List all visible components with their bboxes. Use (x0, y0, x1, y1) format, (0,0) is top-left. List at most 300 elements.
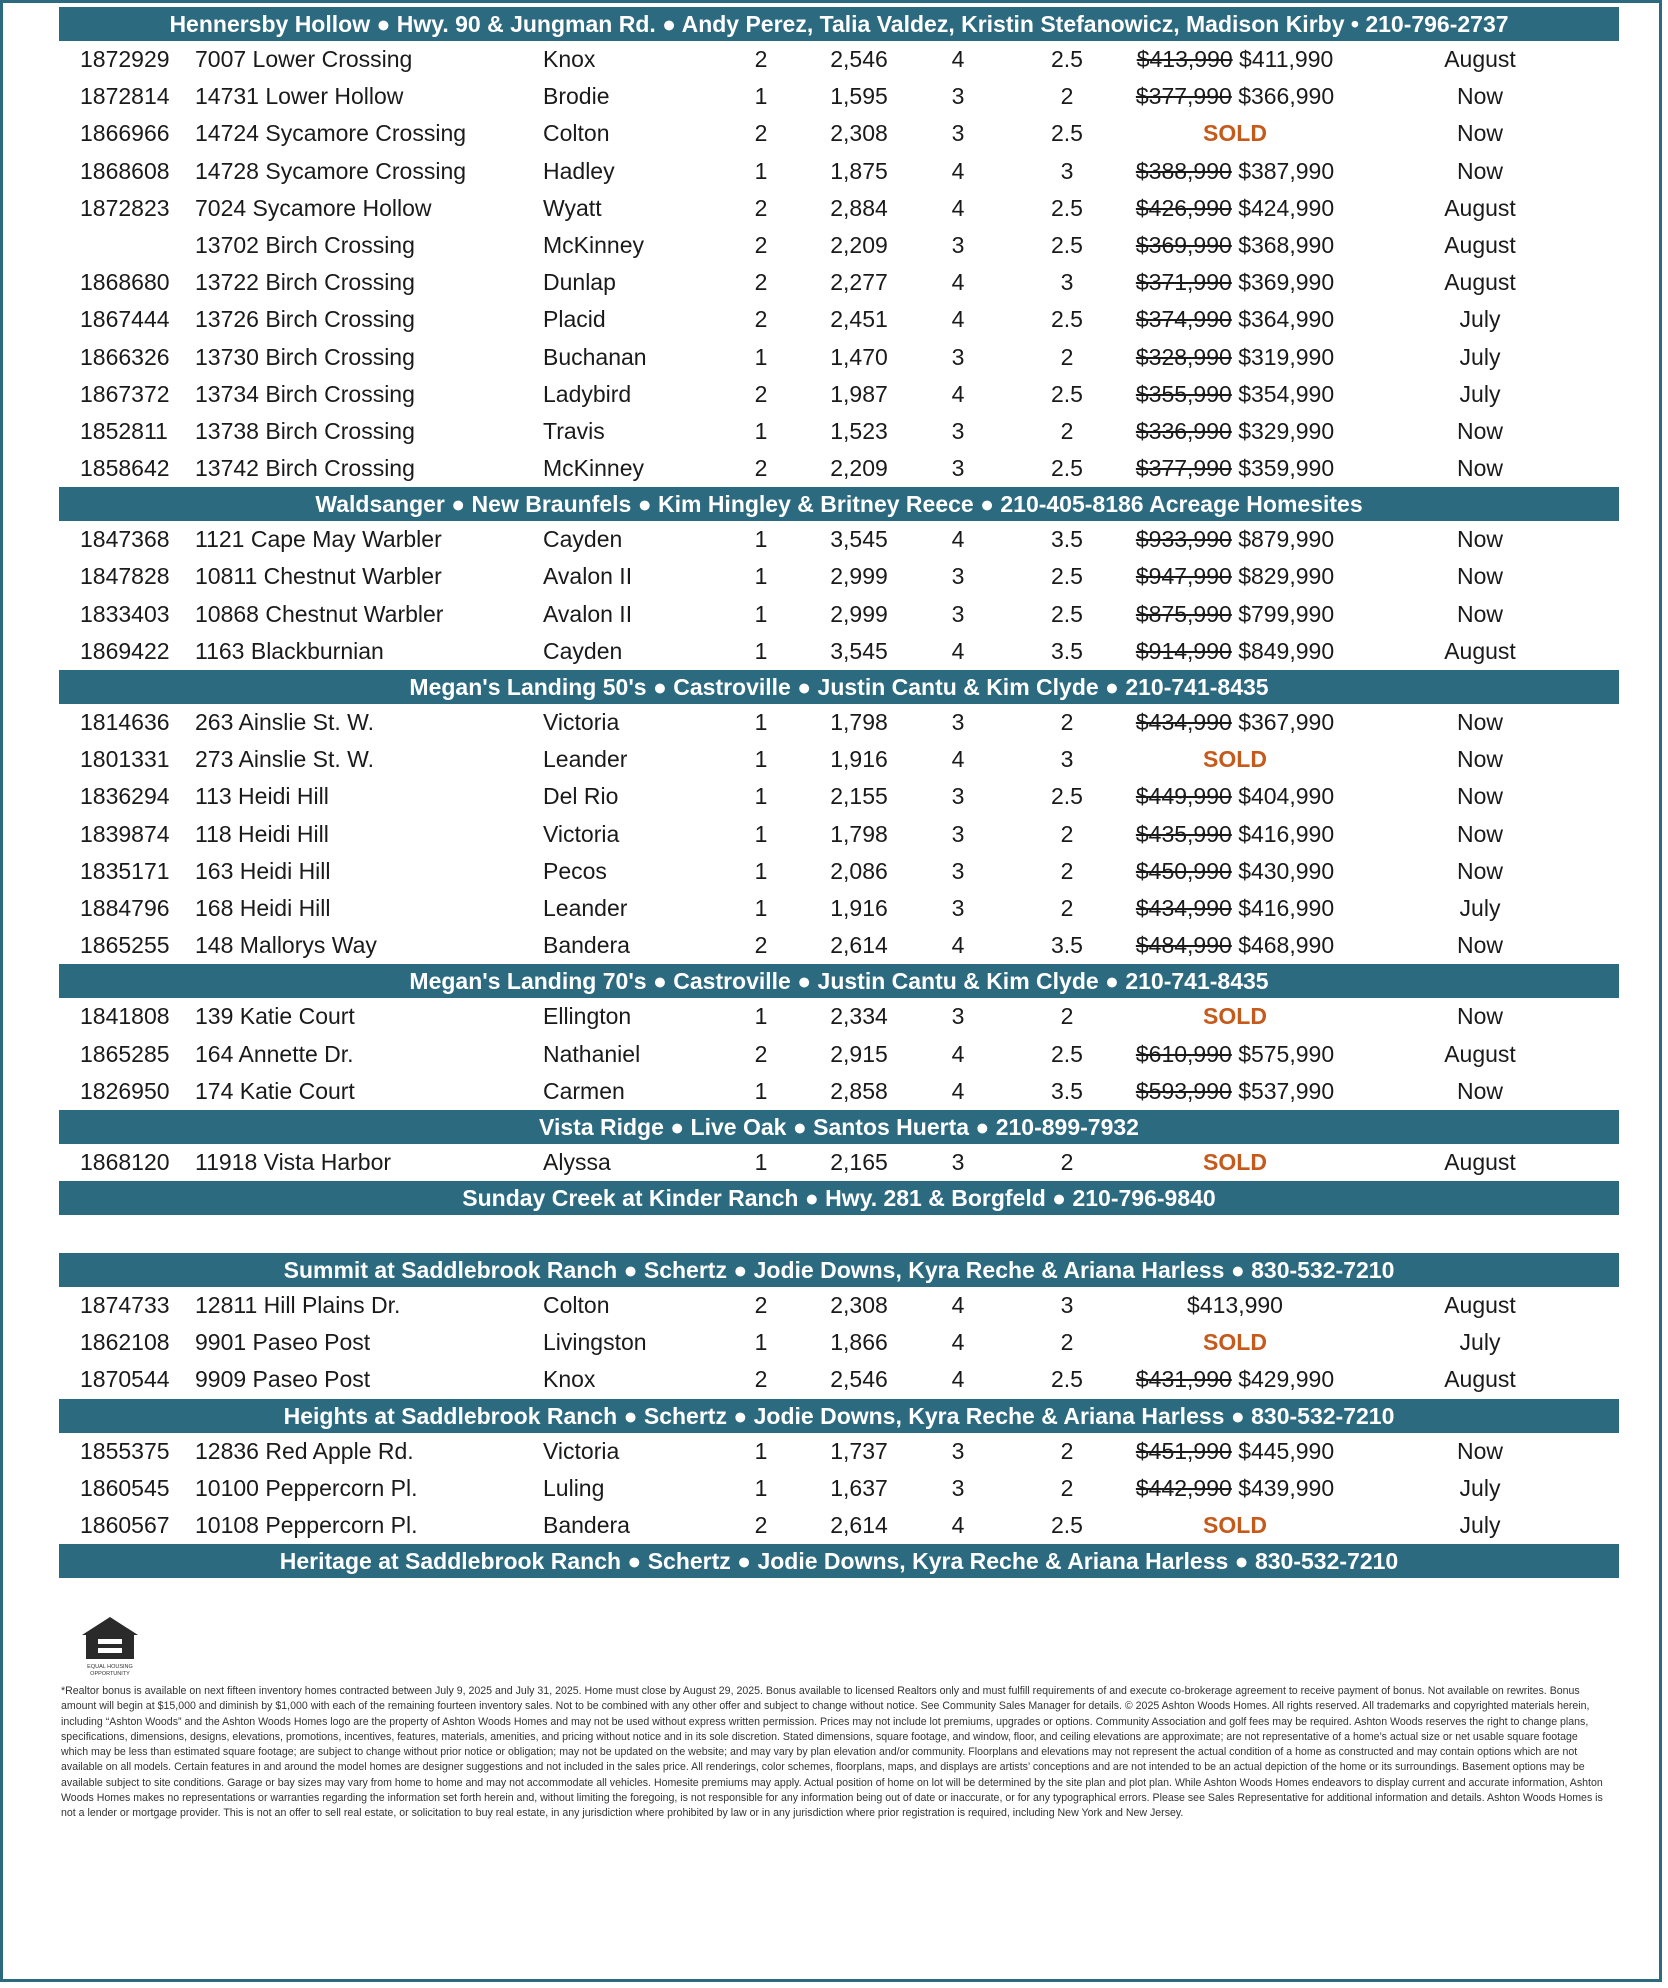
original-price: $875,990 (1135, 600, 1232, 627)
price-cell (1115, 858, 1355, 884)
eho-line-2: OPPORTUNITY (90, 1671, 130, 1677)
price-cell (1115, 783, 1355, 809)
bathrooms: 2.5 (1051, 455, 1083, 482)
original-price: $435,990 (1135, 820, 1232, 847)
availability: August (1444, 46, 1516, 72)
availability: Now (1456, 746, 1503, 773)
stories: 1 (754, 343, 768, 370)
price-cell (1115, 455, 1355, 481)
bathrooms: 3.5 (1051, 932, 1083, 959)
price-cell (1115, 381, 1355, 407)
community-header: Vista Ridge ● Live Oak ● Santos Huerta ● 210-899-7932 (59, 1110, 1619, 1144)
stories: 1 (754, 894, 768, 921)
table-row (59, 1073, 1619, 1110)
address: 174 Katie Court (195, 1077, 355, 1104)
bathrooms: 2 (1060, 857, 1074, 884)
current-price: $411,990 (1239, 46, 1334, 72)
plan-name: Cayden (543, 526, 623, 553)
bedrooms: 4 (951, 269, 965, 296)
square-feet: 1,470 (830, 343, 888, 370)
current-price: $329,990 (1238, 417, 1335, 444)
mls-number: 1868120 (80, 1148, 170, 1175)
availability: July (1459, 1512, 1501, 1538)
stories: 1 (754, 83, 768, 110)
price-cell (1115, 895, 1355, 921)
stories: 1 (754, 746, 768, 773)
table-row (59, 413, 1619, 450)
stories: 1 (754, 857, 768, 884)
legal-disclaimer: *Realtor bonus is available on next fifteen inventory homes contracted between July 9, 2025 and July 31, 2025. Home must close by August 29, 2025. Bonus available to licensed Realtors only and must fulfill requirements of and execute co-brokerage agreement to receive payment of bonus. Not available on rewrites. Bonus amount will begin at $15,000 and diminish by $1,000 with each of the remaining fourteen inventory sales. Not to be combined with any other offer and subject to change without notice. See Community Sales Manager for details. © 2025 Ashton Woods Homes. All rights reserved. All trademarks and copyrighted materials herein, including “Ashton Woods” and the Ashton Woods Homes logo are the property of Ashton Woods Homes and may not be used without express written permission. Prices may not include lot premiums, upgrades or options. Community Association and golf fees may be required. Ashton Woods reserves the right to change plans, specifications, dimensions, designs, elevations, promotions, incentives, features, materials, amenities, and pricing without notice and in its sole discretion. Stated dimensions, square footage, and window, floor, and ceiling elevations are approximate; are not representative of a home’s actual size or net usable square footage which may be less than estimated square footage; are subject to change without prior notice or obligation; may not be updated on the website; and may vary by plan elevation and/or community. Floorplans and elevations may not represent the actual condition of a home as constructed and may contain options which are not available on all models. Certain features in and around the model homes are designer suggestions and not included in the sales price. All renderings, color schemes, floorplans, maps, and displays are artists’ conceptions and are not intended to be an actual depiction of the home or its surroundings. Basement options may be available subject to site conditions. Garage or bay sizes may vary from home to home and may not accommodate all vehicles. Homesite premiums may apply. Actual position of home on lot will be determined by the site plan and plot plan. While Ashton Woods Homes endeavors to display current and accurate information, Ashton Woods Homes makes no representations or warranties regarding the information set forth herein and, without limiting the foregoing, is not responsible for any information being out of date or inaccurate, or for any typographical errors. Please see Sales Representative for additional information and details. Ashton Woods Homes is not a lender or mortgage provider. This is not an offer to sell real estate, or solicitation to buy real estate, in any jurisdiction where prohibited by law or in any jurisdiction where prior registration is required, including New York and New Jersey. (61, 1685, 1603, 1820)
mls-number: 1826950 (80, 1077, 170, 1104)
current-price: $367,990 (1238, 709, 1335, 735)
plan-name: Nathaniel (543, 1040, 641, 1067)
current-price: $369,990 (1238, 269, 1335, 296)
original-price: $413,990 (1136, 46, 1233, 72)
mls-number: 1868608 (80, 157, 170, 184)
stories: 2 (754, 1292, 768, 1319)
availability: Now (1456, 600, 1503, 627)
price-cell (1115, 746, 1355, 772)
availability: August (1444, 1148, 1516, 1175)
stories: 1 (754, 526, 768, 553)
stories: 1 (754, 709, 768, 735)
address: 13734 Birch Crossing (195, 380, 415, 407)
original-price: $328,990 (1135, 343, 1232, 370)
bedrooms: 3 (951, 600, 965, 627)
mls-number: 1865255 (80, 932, 170, 959)
community-header: Megan's Landing 70's ● Castroville ● Justin Cantu & Kim Clyde ● 210-741-8435 (59, 964, 1619, 998)
square-feet: 1,866 (830, 1329, 888, 1356)
original-price: $451,990 (1135, 1437, 1232, 1464)
square-feet: 1,637 (830, 1474, 888, 1501)
address: 148 Mallorys Way (195, 932, 377, 959)
table-row (59, 853, 1619, 890)
current-price: $413,990 (1187, 1292, 1283, 1319)
bathrooms: 2 (1060, 417, 1074, 444)
address: 9909 Paseo Post (195, 1366, 371, 1393)
bedrooms: 4 (951, 194, 965, 221)
table-row (59, 41, 1619, 78)
square-feet: 2,546 (830, 1366, 888, 1393)
square-feet: 2,155 (830, 783, 888, 810)
table-row (59, 998, 1619, 1035)
equal-housing-logo (78, 1613, 142, 1685)
mls-number: 1847368 (80, 526, 170, 553)
stories: 1 (754, 783, 768, 810)
current-price: $879,990 (1238, 526, 1335, 553)
address: 139 Katie Court (195, 1003, 355, 1030)
stories: 1 (754, 1148, 768, 1175)
current-price: $366,990 (1238, 83, 1335, 110)
original-price: $947,990 (1135, 563, 1232, 590)
plan-name: Brodie (543, 83, 610, 110)
address: 13726 Birch Crossing (195, 306, 415, 333)
table-row (59, 1470, 1619, 1507)
table-row (59, 450, 1619, 487)
availability: Now (1456, 455, 1503, 482)
table-row (59, 115, 1619, 152)
square-feet: 2,546 (830, 46, 888, 72)
availability: Now (1456, 783, 1503, 810)
original-price: $933,990 (1135, 526, 1232, 553)
square-feet: 1,916 (830, 746, 888, 773)
plan-name: Victoria (543, 820, 620, 847)
plan-name: Buchanan (543, 343, 647, 370)
mls-number: 1862108 (80, 1329, 170, 1356)
stories: 1 (754, 417, 768, 444)
table-row (59, 633, 1619, 670)
plan-name: Ladybird (543, 380, 632, 407)
mls-number: 1872814 (80, 83, 170, 110)
plan-name: Carmen (543, 1077, 625, 1104)
availability: August (1444, 231, 1516, 258)
bedrooms: 3 (951, 894, 965, 921)
original-price: $388,990 (1135, 157, 1232, 184)
stories: 2 (754, 269, 768, 296)
bedrooms: 3 (951, 1437, 965, 1464)
bathrooms: 2.5 (1051, 380, 1083, 407)
price-cell (1115, 232, 1355, 258)
table-row (59, 1324, 1619, 1361)
stories: 2 (754, 380, 768, 407)
stories: 2 (754, 120, 768, 147)
table-row (59, 778, 1619, 815)
stories: 2 (754, 306, 768, 333)
address: 10811 Chestnut Warbler (195, 563, 442, 590)
address: 7007 Lower Crossing (195, 46, 413, 72)
price-cell (1115, 120, 1355, 146)
price-cell (1115, 46, 1355, 72)
square-feet: 1,916 (830, 894, 888, 921)
plan-name: Knox (543, 46, 596, 72)
bedrooms: 3 (951, 820, 965, 847)
bathrooms: 3 (1060, 157, 1074, 184)
bedrooms: 3 (951, 455, 965, 482)
stories: 1 (754, 1329, 768, 1356)
mls-number: 1814636 (80, 709, 170, 735)
sold-badge: SOLD (1203, 120, 1267, 147)
bathrooms: 2.5 (1051, 1366, 1083, 1393)
plan-name: Livingston (543, 1329, 647, 1356)
square-feet: 3,545 (830, 637, 888, 664)
plan-name: Avalon II (543, 563, 633, 590)
availability: August (1444, 1040, 1516, 1067)
address: 164 Annette Dr. (195, 1040, 354, 1067)
square-feet: 2,999 (830, 563, 888, 590)
stories: 2 (754, 932, 768, 959)
table-row (59, 521, 1619, 558)
bedrooms: 4 (951, 1512, 965, 1538)
availability: July (1459, 380, 1501, 407)
bedrooms: 3 (951, 563, 965, 590)
current-price: $849,990 (1238, 637, 1335, 664)
original-price: $377,990 (1135, 455, 1232, 482)
square-feet: 2,858 (830, 1077, 888, 1104)
price-cell (1115, 709, 1355, 735)
plan-name: Leander (543, 746, 628, 773)
price-cell (1115, 269, 1355, 295)
table-row (59, 558, 1619, 595)
address: 14728 Sycamore Crossing (195, 157, 467, 184)
square-feet: 2,308 (830, 1292, 888, 1319)
original-price: $484,990 (1135, 932, 1232, 959)
mls-number: 1866326 (80, 343, 170, 370)
stories: 2 (754, 1366, 768, 1393)
mls-number: 1872929 (80, 46, 170, 72)
address: 14731 Lower Hollow (195, 83, 404, 110)
bathrooms: 2 (1060, 1148, 1074, 1175)
original-price: $914,990 (1135, 637, 1232, 664)
price-cell (1115, 1475, 1355, 1501)
bathrooms: 2.5 (1051, 120, 1083, 147)
bedrooms: 3 (951, 783, 965, 810)
community-header: Summit at Saddlebrook Ranch ● Schertz ● Jodie Downs, Kyra Reche & Ariana Harless ● 830-532-7210 (59, 1253, 1619, 1287)
bedrooms: 3 (951, 1003, 965, 1030)
plan-name: Bandera (543, 1512, 630, 1538)
price-cell (1115, 1078, 1355, 1104)
address: 13702 Birch Crossing (195, 231, 415, 258)
mls-number: 1858642 (80, 455, 170, 482)
plan-name: Wyatt (543, 194, 602, 221)
plan-name: Victoria (543, 1437, 620, 1464)
price-cell (1115, 344, 1355, 370)
bathrooms: 2.5 (1051, 1040, 1083, 1067)
community-header: Heritage at Saddlebrook Ranch ● Schertz ● Jodie Downs, Kyra Reche & Ariana Harless ● 830-532-7210 (59, 1544, 1619, 1578)
availability: July (1459, 894, 1501, 921)
availability: Now (1456, 1077, 1503, 1104)
table-row (59, 1361, 1619, 1398)
bathrooms: 2 (1060, 1329, 1074, 1356)
current-price: $359,990 (1238, 455, 1335, 482)
bedrooms: 4 (951, 157, 965, 184)
mls-number: 1839874 (80, 820, 170, 847)
plan-name: Alyssa (543, 1148, 611, 1175)
address: 13742 Birch Crossing (195, 455, 415, 482)
square-feet: 1,987 (830, 380, 888, 407)
stories: 1 (754, 1003, 768, 1030)
address: 10100 Peppercorn Pl. (195, 1474, 418, 1501)
availability: Now (1456, 83, 1503, 110)
price-cell (1115, 1512, 1355, 1538)
address: 273 Ainslie St. W. (195, 746, 374, 773)
current-price: $416,990 (1238, 820, 1335, 847)
current-price: $829,990 (1238, 563, 1335, 590)
bedrooms: 3 (951, 417, 965, 444)
price-cell (1115, 526, 1355, 552)
price-cell (1115, 1329, 1355, 1355)
current-price: $445,990 (1238, 1437, 1335, 1464)
mls-number: 1869422 (80, 637, 170, 664)
bathrooms: 2 (1060, 343, 1074, 370)
current-price: $799,990 (1238, 600, 1335, 627)
address: 13738 Birch Crossing (195, 417, 415, 444)
address: 118 Heidi Hill (195, 820, 329, 847)
square-feet: 2,165 (830, 1148, 888, 1175)
bathrooms: 3.5 (1051, 526, 1083, 553)
price-cell (1115, 1149, 1355, 1175)
mls-number: 1841808 (80, 1003, 170, 1030)
availability: Now (1456, 709, 1503, 735)
plan-name: Del Rio (543, 783, 619, 810)
price-cell (1115, 195, 1355, 221)
bathrooms: 2 (1060, 894, 1074, 921)
price-cell (1115, 1438, 1355, 1464)
table-row (59, 227, 1619, 264)
table-row (59, 704, 1619, 741)
square-feet: 2,086 (830, 857, 888, 884)
square-feet: 2,451 (830, 306, 888, 333)
bedrooms: 4 (951, 526, 965, 553)
table-row (59, 153, 1619, 190)
availability: July (1459, 1329, 1501, 1356)
bedrooms: 4 (951, 1077, 965, 1104)
bedrooms: 4 (951, 1329, 965, 1356)
current-price: $429,990 (1238, 1366, 1335, 1393)
square-feet: 2,334 (830, 1003, 888, 1030)
table-row (59, 890, 1619, 927)
square-feet: 2,209 (830, 455, 888, 482)
bathrooms: 2.5 (1051, 783, 1083, 810)
bathrooms: 2.5 (1051, 563, 1083, 590)
original-price: $442,990 (1135, 1474, 1232, 1501)
original-price: $449,990 (1135, 783, 1232, 810)
plan-name: Hadley (543, 157, 615, 184)
bedrooms: 4 (951, 746, 965, 773)
square-feet: 2,209 (830, 231, 888, 258)
square-feet: 2,614 (830, 932, 888, 959)
bathrooms: 2 (1060, 709, 1074, 735)
address: 1163 Blackburnian (195, 637, 384, 664)
mls-number: 1833403 (80, 600, 170, 627)
table-row (59, 741, 1619, 778)
original-price: $610,990 (1135, 1040, 1232, 1067)
original-price: $434,990 (1135, 894, 1232, 921)
plan-name: Leander (543, 894, 628, 921)
original-price: $450,990 (1135, 857, 1232, 884)
plan-name: Victoria (543, 709, 620, 735)
price-cell (1115, 1366, 1355, 1392)
table-row (59, 339, 1619, 376)
address: 10108 Peppercorn Pl. (195, 1512, 418, 1538)
current-price: $354,990 (1238, 380, 1335, 407)
plan-name: Cayden (543, 637, 623, 664)
square-feet: 1,875 (830, 157, 888, 184)
bathrooms: 2.5 (1051, 1512, 1083, 1538)
address: 12811 Hill Plains Dr. (195, 1292, 401, 1319)
address: 168 Heidi Hill (195, 894, 331, 921)
availability: August (1444, 194, 1516, 221)
community-header: Hennersby Hollow ● Hwy. 90 & Jungman Rd. ● Andy Perez, Talia Valdez, Kristin Stefanowicz, Madison Kirby • 210-796-2737 (59, 7, 1619, 41)
table-row (59, 816, 1619, 853)
mls-number: 1884796 (80, 894, 170, 921)
bathrooms: 2 (1060, 820, 1074, 847)
bedrooms: 3 (951, 343, 965, 370)
stories: 2 (754, 46, 768, 72)
address: 113 Heidi Hill (195, 783, 329, 810)
bedrooms: 3 (951, 1148, 965, 1175)
stories: 1 (754, 563, 768, 590)
mls-number: 1852811 (80, 417, 168, 444)
bathrooms: 2 (1060, 83, 1074, 110)
inventory-table (59, 7, 1619, 1578)
square-feet: 1,737 (830, 1437, 888, 1464)
table-row (59, 596, 1619, 633)
bathrooms: 2 (1060, 1437, 1074, 1464)
stories: 1 (754, 637, 768, 664)
square-feet: 1,798 (830, 820, 888, 847)
stories: 2 (754, 231, 768, 258)
plan-name: Ellington (543, 1003, 632, 1030)
current-price: $387,990 (1238, 157, 1335, 184)
bedrooms: 4 (951, 1292, 965, 1319)
availability: Now (1456, 120, 1503, 147)
address: 13722 Birch Crossing (195, 269, 415, 296)
plan-name: Placid (543, 306, 606, 333)
address: 1121 Cape May Warbler (195, 526, 442, 553)
mls-number: 1860545 (80, 1474, 170, 1501)
plan-name: Luling (543, 1474, 605, 1501)
original-price: $593,990 (1135, 1077, 1232, 1104)
table-row (59, 1287, 1619, 1324)
availability: Now (1456, 563, 1503, 590)
address: 7024 Sycamore Hollow (195, 194, 432, 221)
bedrooms: 3 (951, 1474, 965, 1501)
table-row (59, 78, 1619, 115)
bathrooms: 3 (1060, 746, 1074, 773)
price-cell (1115, 83, 1355, 109)
eho-line-1: EQUAL HOUSING (87, 1664, 133, 1670)
stories: 1 (754, 1077, 768, 1104)
sold-badge: SOLD (1203, 1003, 1267, 1030)
mls-number: 1865285 (80, 1040, 170, 1067)
price-cell (1115, 306, 1355, 332)
mls-number: 1835171 (80, 857, 170, 884)
stories: 2 (754, 1512, 768, 1538)
mls-number: 1855375 (80, 1437, 170, 1464)
stories: 2 (754, 194, 768, 221)
mls-number: 1860567 (80, 1512, 170, 1538)
plan-name: Avalon II (543, 600, 633, 627)
mls-number: 1874733 (80, 1292, 170, 1319)
availability: August (1444, 1292, 1516, 1319)
price-cell (1115, 158, 1355, 184)
square-feet: 2,884 (830, 194, 888, 221)
original-price: $369,990 (1135, 231, 1232, 258)
square-feet: 1,523 (830, 417, 888, 444)
bathrooms: 3.5 (1051, 637, 1083, 664)
stories: 2 (754, 1040, 768, 1067)
price-cell (1115, 601, 1355, 627)
bathrooms: 2.5 (1051, 231, 1083, 258)
availability: July (1459, 306, 1501, 333)
square-feet: 3,545 (830, 526, 888, 553)
bedrooms: 3 (951, 120, 965, 147)
mls-number: 1847828 (80, 563, 170, 590)
plan-name: McKinney (543, 455, 644, 482)
original-price: $355,990 (1135, 380, 1232, 407)
address: 13730 Birch Crossing (195, 343, 415, 370)
current-price: $404,990 (1238, 783, 1335, 810)
table-row (59, 1144, 1619, 1181)
availability: Now (1456, 857, 1503, 884)
table-row (59, 1507, 1619, 1544)
community-header: Waldsanger ● New Braunfels ● Kim Hingley & Britney Reece ● 210-405-8186 Acreage Homesites (59, 487, 1619, 521)
price-cell (1115, 638, 1355, 664)
price-cell (1115, 1041, 1355, 1067)
stories: 1 (754, 820, 768, 847)
square-feet: 2,999 (830, 600, 888, 627)
table-row (59, 1036, 1619, 1073)
